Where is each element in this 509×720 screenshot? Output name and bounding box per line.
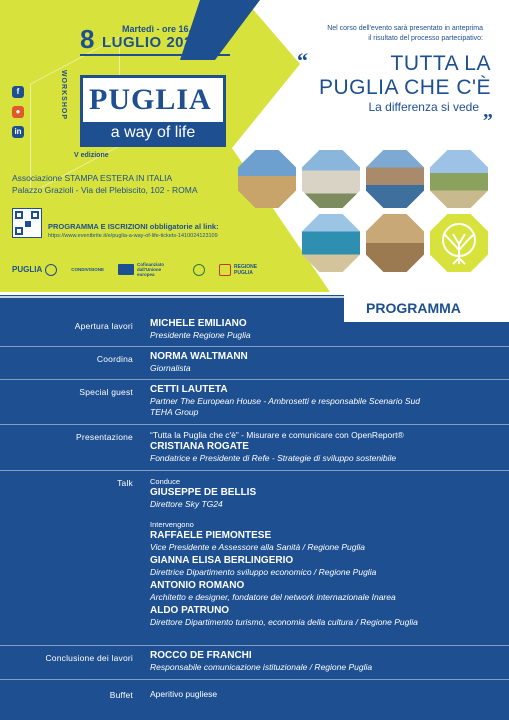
- date-weekday-time: Martedì - ore 16,00: [122, 24, 202, 34]
- speaker-role: Vice Presidente e Assessore alla Sanità / Regione Puglia: [150, 542, 365, 552]
- speaker-role: Presidente Regione Puglia: [150, 330, 251, 340]
- registration-link[interactable]: https://www.eventbrite.it/e/puglia-a-way-of-life-tickets-1410024123109: [48, 233, 218, 239]
- partner-label: CONDIVISIONE: [71, 267, 104, 272]
- speaker-name: ALDO PATRUNO: [150, 605, 230, 616]
- item-talk: [150, 476, 418, 628]
- headline: [296, 48, 491, 100]
- workshop-vertical-label: WORKSHOP: [60, 70, 67, 120]
- item-buffet: [150, 689, 217, 700]
- date-month-year: LUGLIO 2025: [102, 34, 202, 51]
- speaker-name: GIUSEPPE DE BELLIS: [150, 487, 257, 498]
- divider: [0, 379, 509, 380]
- presentation-title: “Tutta la Puglia che c'è” - Misurare e comunicare con OpenReport®: [150, 430, 404, 440]
- speaker-role: Direttore Dipartimento turismo, economia della cultura / Regione Puglia: [150, 617, 418, 627]
- venue-info: [12, 172, 198, 196]
- speaker-role: Fondatrice e Presidente di Refe - Strategie di sviluppo sostenibile: [150, 453, 397, 463]
- photo-coastline: [302, 214, 360, 272]
- label-buffet: Buffet: [109, 690, 133, 700]
- item-apertura: [150, 318, 251, 341]
- photo-baroque-facade: [366, 214, 424, 272]
- speaker-name: MICHELE EMILIANO: [150, 318, 247, 329]
- speaker-name: NORMA WALTMANN: [150, 351, 248, 362]
- tree-icon: [436, 220, 482, 266]
- partner-label: REGIONE PUGLIA: [234, 263, 258, 276]
- presentation-note: [327, 24, 483, 44]
- conduce-label: Conduce: [150, 477, 181, 486]
- divider: [0, 346, 509, 347]
- divider: [0, 470, 509, 471]
- speaker-name: GIANNA ELISA BERLINGERIO: [150, 555, 294, 566]
- registration-title: PROGRAMMA E ISCRIZIONI obbligatorie al link:: [48, 222, 219, 231]
- partner-logos: [12, 262, 262, 277]
- label-apertura: Apertura lavori: [74, 321, 133, 331]
- speaker-name: CETTI LAUTETA: [150, 384, 228, 395]
- puglia-logo-icon: [12, 264, 57, 276]
- speaker-role: TEHA Group: [150, 407, 199, 417]
- label-talk: Talk: [117, 478, 133, 488]
- venue-line-1: Associazione STAMPA ESTERA IN ITALIA: [12, 173, 173, 183]
- programma-header: [344, 294, 509, 322]
- divider: [0, 296, 344, 298]
- subheadline: La differenza si vede: [368, 100, 479, 114]
- header-section: [0, 0, 509, 292]
- registration-info: [48, 222, 219, 239]
- item-presentazione: [150, 430, 404, 464]
- label-conclusione: Conclusione dei lavori: [45, 653, 133, 663]
- speaker-name: CRISTIANA ROGATE: [150, 441, 249, 452]
- close-quote: „: [483, 100, 493, 122]
- logo-tagline: a way of life: [83, 122, 223, 144]
- programma-title: PROGRAMMA: [366, 300, 461, 316]
- speaker-name: ANTONIO ROMANO: [150, 580, 245, 591]
- partner-logo-icon: [71, 267, 104, 272]
- puglia-logo: [80, 75, 226, 147]
- buffet-text: Aperitivo pugliese: [150, 689, 218, 699]
- partner-label: PUGLIA: [12, 265, 43, 274]
- date-underline: [80, 54, 230, 56]
- social-icons: [12, 86, 24, 146]
- photo-coastal-town: [302, 150, 360, 208]
- open-quote: “: [296, 48, 308, 73]
- label-coordina: Coordina: [96, 354, 133, 364]
- speaker-role: Giornalista: [150, 363, 191, 373]
- republic-emblem-icon: [193, 264, 205, 276]
- date-day: 8: [80, 24, 95, 54]
- speaker-role: Architetto e designer, fondatore del network internazionale Inarea: [150, 592, 396, 602]
- speaker-role: Direttore Sky TG24: [150, 499, 223, 509]
- speaker-role: Partner The European House - Ambrosetti e responsabile Scenario Sud: [150, 396, 420, 406]
- headline-line-2: PUGLIA CHE C'È: [318, 76, 491, 99]
- partner-label: Cofinanziato dall'Unione europea: [137, 262, 164, 277]
- qr-code-icon[interactable]: [12, 208, 42, 238]
- presentation-line-2: il risultato del processo partecipativo:: [368, 35, 483, 42]
- speaker-name: ROCCO DE FRANCHI: [150, 650, 252, 661]
- label-special-guest: Special guest: [79, 387, 133, 397]
- instagram-icon[interactable]: ●: [12, 106, 24, 118]
- linkedin-icon[interactable]: in: [12, 126, 24, 138]
- divider: [0, 424, 509, 425]
- headline-line-1: TUTTA LA: [390, 52, 491, 75]
- speaker-role: Responsabile comunicazione istituzionale / Regione Puglia: [150, 662, 373, 672]
- regione-puglia-icon: [219, 264, 262, 276]
- facebook-icon[interactable]: f: [12, 86, 24, 98]
- speaker-name: RAFFAELE PIEMONTESE: [150, 530, 272, 541]
- divider: [0, 645, 509, 646]
- item-coordina: [150, 351, 248, 374]
- photo-hilltop-town: [430, 150, 488, 208]
- intervengono-label: Intervengono: [150, 520, 194, 529]
- item-special-guest: [150, 384, 420, 418]
- edition-label: V edizione: [74, 152, 109, 159]
- presentation-line-1: Nel corso dell'evento sarà presentato in anteprima: [327, 25, 483, 32]
- logo-word: PUGLIA: [89, 83, 212, 116]
- eu-flag-icon: [118, 262, 179, 277]
- venue-line-2: Palazzo Grazioli - Via del Plebiscito, 102 - ROMA: [12, 185, 198, 195]
- photo-harbor-city: [366, 150, 424, 208]
- speaker-role: Direttrice Dipartimento sviluppo economico / Regione Puglia: [150, 567, 377, 577]
- divider: [0, 679, 509, 680]
- item-conclusione: [150, 650, 372, 673]
- label-presentazione: Presentazione: [76, 432, 133, 442]
